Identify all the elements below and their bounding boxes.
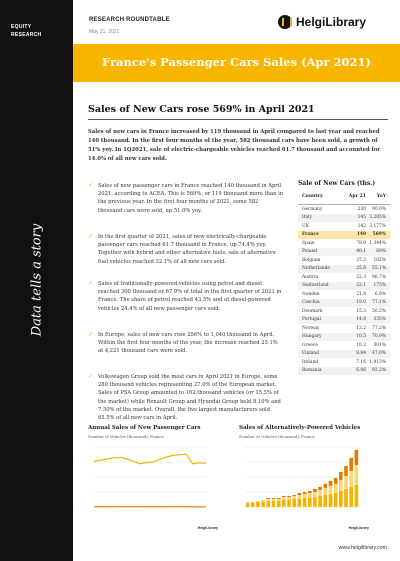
bar-segment	[303, 492, 307, 494]
bar-segment	[251, 502, 255, 503]
table-row	[298, 316, 390, 325]
col-header-apr: Apr 21	[348, 194, 366, 199]
cell-apr: 230	[357, 206, 366, 212]
bar-segment	[313, 492, 317, 497]
chart-title: Sales of Alternatively-Powered Vehicles	[239, 425, 361, 431]
cell-yoy: 90.0%	[372, 206, 386, 212]
bar-segment	[329, 494, 333, 507]
cell-yoy: 335%	[373, 317, 386, 323]
line-chart-svg	[88, 441, 222, 519]
chart-logo: HelgiLibrary	[348, 526, 369, 530]
cell-country: Finland	[302, 351, 319, 357]
cell-yoy: 3,285%	[369, 215, 386, 221]
title-banner	[73, 44, 400, 82]
bar-segment	[272, 498, 276, 499]
check-icon: ✓	[88, 233, 94, 240]
bar-segment	[277, 498, 281, 499]
cell-country: Germany	[302, 206, 323, 212]
bar-segment	[246, 502, 250, 503]
cell-yoy: 3,177%	[369, 223, 386, 229]
sidebar-label-line2: RESEARCH	[11, 32, 42, 38]
alt-vehicles-chart	[239, 425, 373, 530]
cell-yoy: 102%	[373, 257, 386, 263]
sidebar-tagline: Data tells a story	[29, 223, 45, 337]
bar-segment	[344, 489, 348, 507]
series-line	[94, 454, 206, 464]
bullet-text: In Europe, sales of new cars rose 256% to 1,040 thousand in April. Within the first four months of the year, the increase reached 23.1% at 4,221 thousand cars were sold.	[98, 332, 278, 355]
bar-segment	[267, 501, 271, 507]
bar-segment	[318, 490, 322, 496]
cell-yoy: 70.9%	[372, 334, 386, 340]
bar-segment	[292, 495, 296, 496]
bar-segment	[324, 495, 328, 507]
chart-title: Annual Sales of New Passenger Cars	[88, 425, 201, 431]
table-row	[298, 231, 390, 240]
cell-yoy: 175%	[373, 283, 386, 289]
cell-apr: 22.3	[356, 274, 366, 280]
bar-segment	[324, 484, 328, 488]
publish-date: May 21, 2021	[89, 29, 120, 35]
check-icon: ✓	[88, 280, 94, 287]
cell-apr: 22.1	[356, 283, 366, 289]
bar-segment	[298, 493, 302, 495]
cell-yoy: 69%	[376, 249, 386, 255]
bar-chart-svg	[239, 441, 379, 519]
website-link[interactable]: www.helgilibrary.com	[338, 545, 387, 551]
table-row	[298, 358, 390, 367]
check-icon: ✓	[88, 373, 94, 380]
bar-segment	[292, 496, 296, 499]
sidebar	[0, 0, 73, 561]
cell-country: Portugal	[302, 317, 321, 323]
table-row	[298, 290, 390, 299]
table-row	[298, 341, 390, 350]
logo[interactable]	[278, 14, 366, 30]
annual-sales-chart	[88, 425, 222, 530]
table-row	[298, 214, 390, 223]
cell-country: Netherlands	[302, 266, 330, 272]
cell-apr: 8.84	[356, 351, 366, 357]
bar-segment	[298, 495, 302, 499]
cell-apr: 145	[357, 215, 366, 221]
table-row	[298, 324, 390, 333]
cell-apr: 14.8	[356, 317, 366, 323]
section-label: RESEARCH ROUNDTABLE	[89, 17, 170, 23]
chart-subtitle: Number of Vehicles (thousand), France	[88, 434, 164, 439]
table-row	[298, 273, 390, 282]
bar-segment	[272, 501, 276, 507]
table-row	[298, 333, 390, 342]
sales-table	[298, 180, 390, 375]
cell-apr: 10.5	[356, 334, 366, 340]
cell-yoy: 92.2%	[372, 368, 386, 374]
chart-logo: HelgiLibrary	[197, 526, 218, 530]
bar-segment	[308, 498, 312, 507]
table-row	[298, 256, 390, 265]
bar-segment	[282, 496, 286, 497]
bar-segment	[318, 487, 322, 490]
cell-country: Spain	[302, 240, 315, 246]
cell-apr: 6.86	[356, 368, 366, 374]
bar-segment	[308, 491, 312, 493]
bar-segment	[355, 450, 359, 465]
bar-segment	[349, 458, 353, 471]
bar-segment	[344, 476, 348, 489]
page-title: France's Passenger Cars Sales (Apr 2021)	[102, 55, 371, 69]
cell-apr: 15.3	[356, 308, 366, 314]
table-row	[298, 307, 390, 316]
cell-country: Sweden	[302, 291, 320, 297]
bar-segment	[313, 497, 317, 507]
bar-segment	[251, 503, 255, 507]
bar-segment	[256, 502, 260, 507]
bullet-text: Volkswagen Group sold the most cars in April 2021 in Europe, some 280 thousand vehicles representing 27.0% of the European market. Sales of PSA Group amounted to 162 thousand vehicles (or 15.5% of the market) while Renault Group and Hyundai Group held 8.10% and 7.50% of the market. Overall, the five largest manufacturers sold 65.5% of all new cars in April.	[98, 374, 281, 422]
bullet-text: Sales of new passenger cars in France reached 140 thousand in April 2021, according to ACEA. This is 569%, or 119 thousand more than in the previous year. In the first four months of 2021, some 582 thousand cars were sold, up 51.0% yoy.	[98, 183, 284, 214]
cell-country: Norway	[302, 325, 320, 331]
check-icon: ✓	[88, 331, 94, 338]
bar-segment	[308, 493, 312, 498]
table-body	[298, 205, 390, 375]
cell-yoy: 96.7%	[372, 274, 386, 280]
table-row	[298, 350, 390, 359]
bullet-item	[88, 331, 284, 362]
bar-segment	[282, 497, 286, 500]
bullet-item	[88, 233, 284, 275]
table-header	[298, 194, 390, 205]
cell-yoy: 47.0%	[372, 351, 386, 357]
table-row	[298, 205, 390, 214]
bullet-item	[88, 373, 284, 431]
bar-segment	[303, 498, 307, 507]
bullet-item	[88, 182, 284, 228]
article-intro: Sales of new cars in France increased by 119 thousand in April compared to last year and reached 140 thousand. In the first four months of the year, 582 thousand cars have been sold, a growth of 51% yoy. In 1Q2021, sale of electric-chargeable vehicles reached 61.7 thousand and accounted for 14.0% of all new cars sold.	[88, 129, 381, 162]
bar-segment	[334, 478, 338, 484]
bar-segment	[349, 487, 353, 507]
logo-text: HelgiLibrary	[296, 15, 367, 29]
footer	[73, 540, 400, 561]
col-header-country: Country	[302, 194, 323, 199]
bar-segment	[287, 500, 291, 507]
bar-segment	[298, 499, 302, 507]
cell-apr: 25.8	[356, 266, 366, 272]
bar-segment	[344, 466, 348, 476]
bar-segment	[292, 499, 296, 507]
bar-segment	[261, 502, 265, 507]
cell-country: Hungary	[302, 334, 322, 340]
table-row	[298, 239, 390, 248]
bullet-text: Sales of traditionally-powered vehicles using petrol and diesel reached 300 thousand or 67.9% of total in the first quarter of 2021 in France. The share of petrol reached 43.5% and of diesel-powered vehicles 24.4% of all new passenger cars sold.	[98, 281, 282, 312]
bar-segment	[334, 484, 338, 493]
table-row	[298, 282, 390, 291]
bar-segment	[355, 485, 359, 507]
cell-country: Italy	[302, 215, 313, 221]
table-row	[298, 222, 390, 231]
cell-yoy: 301%	[373, 342, 386, 348]
cell-country: Poland	[302, 249, 318, 255]
bar-segment	[256, 501, 260, 502]
cell-apr: 40.1	[356, 249, 366, 255]
bar-segment	[303, 494, 307, 498]
bar-segment	[349, 471, 353, 487]
cell-yoy: 77.2%	[372, 325, 386, 331]
cell-yoy: 55.1%	[372, 266, 386, 272]
bar-segment	[246, 503, 250, 507]
cell-country: France	[302, 232, 319, 238]
cell-country: Ireland	[302, 359, 319, 365]
bar-segment	[339, 491, 343, 507]
cell-yoy: 1,344%	[369, 240, 386, 246]
bar-segment	[339, 472, 343, 480]
table-row	[298, 265, 390, 274]
bar-segment	[272, 499, 276, 501]
check-icon: ✓	[88, 182, 94, 189]
cell-apr: 10.2	[356, 342, 366, 348]
bullet-text: In the first quarter of 2021, sales of new electrically-chargeable passenger cars reached 61.7 thousand in France, up 74.4% yoy. Together with hybrid and other alternative fuels, sale of alternative fuel vehicles reached 32.1% of all new cars sold.	[98, 234, 276, 265]
table-title: Sale of New Cars (ths.)	[298, 180, 376, 187]
cell-country: Austria	[302, 274, 319, 280]
sidebar-label	[11, 23, 41, 39]
bar-segment	[261, 500, 265, 502]
cell-apr: 19.0	[356, 300, 366, 306]
col-header-yoy: YoY	[376, 194, 386, 199]
cell-apr: 78.9	[356, 240, 366, 246]
divider	[88, 119, 388, 120]
cell-country: UK	[302, 223, 309, 229]
bar-segment	[267, 498, 271, 499]
cell-country: Romania	[302, 368, 322, 374]
header	[73, 0, 400, 44]
cell-country: Belgium	[302, 257, 321, 263]
cell-yoy: 50.2%	[372, 308, 386, 314]
bar-segment	[287, 497, 291, 500]
article-subtitle: Sales of New Cars rose 569% in April 2021	[88, 104, 315, 115]
cell-country: Switzerland	[302, 283, 329, 289]
cell-apr: 37.2	[356, 257, 366, 263]
cell-apr: 142	[357, 223, 366, 229]
cell-country: Denmark	[302, 308, 323, 314]
cell-yoy: 569%	[372, 232, 386, 238]
bar-segment	[277, 499, 281, 501]
cell-country: Greece	[302, 342, 318, 348]
table-row	[298, 299, 390, 308]
cell-yoy: 1,913%	[369, 359, 386, 365]
cell-country: Czechia	[302, 300, 320, 306]
cell-apr: 140	[356, 232, 366, 238]
cell-yoy: 77.1%	[372, 300, 386, 306]
bar-segment	[287, 496, 291, 497]
sidebar-label-line1: EQUITY	[11, 24, 32, 30]
cell-yoy: 6.9%	[374, 291, 386, 297]
bullet-item	[88, 280, 284, 326]
chart-subtitle: Number of Vehicles (thousand), France	[239, 434, 315, 439]
bar-segment	[329, 481, 333, 486]
bar-segment	[282, 500, 286, 507]
bar-segment	[313, 489, 317, 492]
bar-segment	[329, 486, 333, 494]
bullet-list	[88, 182, 284, 436]
bar-segment	[334, 493, 338, 507]
table-row	[298, 248, 390, 257]
bar-segment	[324, 488, 328, 495]
cell-apr: 13.2	[356, 325, 366, 331]
bar-segment	[277, 501, 281, 507]
cell-apr: 21.9	[356, 291, 366, 297]
logo-icon	[278, 15, 292, 29]
bar-segment	[267, 499, 271, 501]
bar-segment	[339, 480, 343, 491]
cell-apr: 7.16	[356, 359, 366, 365]
bar-segment	[355, 465, 359, 485]
bar-segment	[318, 496, 322, 507]
table-row	[298, 367, 390, 376]
